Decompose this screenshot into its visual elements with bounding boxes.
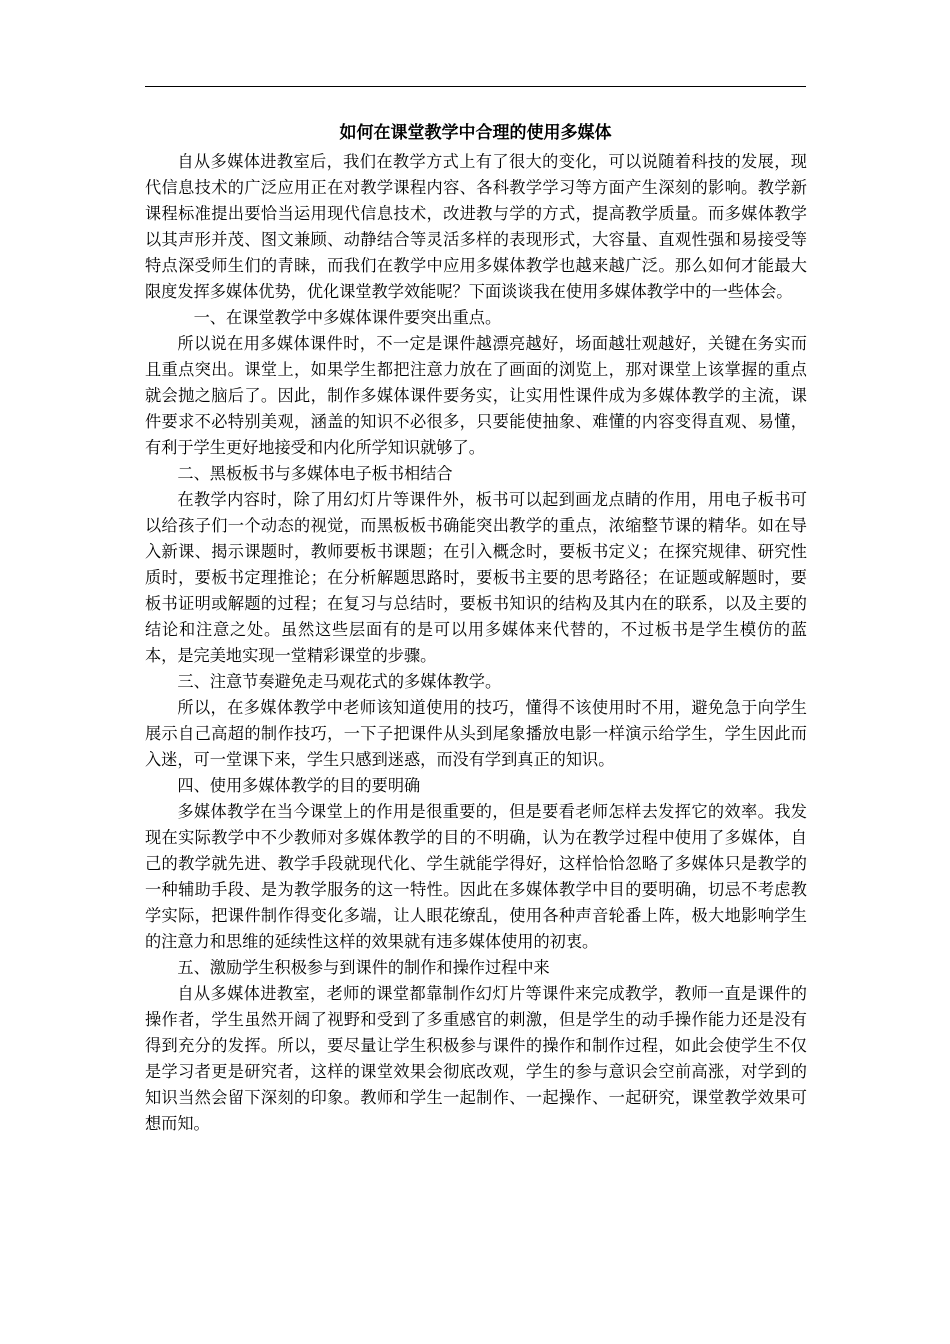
- document-title: 如何在课堂教学中合理的使用多媒体: [339, 123, 612, 143]
- header-rule: [145, 86, 806, 87]
- paragraph-section-5: 自从多媒体进教室，老师的课堂都靠制作幻灯片等课件来完成教学，教师一直是课件的操作者，学生虽然开阔了视野和受到了多重感官的刺激，但是学生的动手操作能力还是没有得到充分的发挥。所以，要尽量让学生积极参与课件的操作和制作过程，如此会使学生不仅是学习者更是研究者，这样的课堂效果会彻底改观，学生的参与意识会空前高涨，对学到的知识当然会留下深刻的印象。教师和学生一起制作、一起操作、一起研究，课堂教学效果可想而知。: [145, 984, 807, 1133]
- section-heading-5: 五、激励学生积极参与到课件的制作和操作过程中来: [177, 958, 550, 977]
- section-heading-3: 三、注意节奏避免走马观花式的多媒体教学。: [177, 672, 502, 691]
- paragraph-section-4: 多媒体教学在当今课堂上的作用是很重要的，但是要看老师怎样去发挥它的效率。我发现在实际教学中不少教师对多媒体教学的目的不明确，认为在教学过程中使用了多媒体，自己的教学就先进、教学手段就现代化、学生就能学得好，这样恰恰忽略了多媒体只是教学的一种辅助手段、是为教学服务的这一特性。因此在多媒体教学中目的要明确，切忌不考虑教学实际，把课件制作得变化多端，让人眼花缭乱，使用各种声音轮番上阵，极大地影响学生的注意力和思维的延续性这样的效果就有违多媒体使用的初衷。: [145, 802, 807, 951]
- paragraph-intro: 自从多媒体进教室后，我们在教学方式上有了很大的变化，可以说随着科技的发展，现代信息技术的广泛应用正在对教学课程内容、各科教学学习等方面产生深刻的影响。教学新课程标准提出要恰当运用现代信息技术，改进教与学的方式，提高教学质量。而多媒体教学以其声形并茂、图文兼顾、动静结合等灵活多样的表现形式，大容量、直观性强和易接受等特点深受师生们的青睐，而我们在教学中应用多媒体教学也越来越广泛。那么如何才能最大限度发挥多媒体优势，优化课堂教学效能呢？下面谈谈我在使用多媒体教学中的一些体会。: [145, 152, 807, 301]
- paragraph-section-2: 在教学内容时，除了用幻灯片等课件外，板书可以起到画龙点睛的作用，用电子板书可以给孩子们一个动态的视觉，而黑板板书确能突出教学的重点，浓缩整节课的精华。如在导入新课、揭示课题时，教师要板书课题；在引入概念时，要板书定义；在探究规律、研究性质时，要板书定理推论；在分析解题思路时，要板书主要的思考路径；在证题或解题时，要板书证明或解题的过程；在复习与总结时，要板书知识的结构及其内在的联系，以及主要的结论和注意之处。虽然这些层面有的是可以用多媒体来代替的，不过板书是学生模仿的蓝本，是完美地实现一堂精彩课堂的步骤。: [145, 490, 807, 665]
- document-body: [145, 149, 807, 1137]
- section-heading-4: 四、使用多媒体教学的目的要明确: [177, 776, 421, 795]
- paragraph-section-1: 所以说在用多媒体课件时，不一定是课件越漂亮越好，场面越壮观越好，关键在务实而且重点突出。课堂上，如果学生都把注意力放在了画面的浏览上，那对课堂上该掌握的重点就会抛之脑后了。因此，制作多媒体课件要务实，让实用性课件成为多媒体教学的主流，课件要求不必特别美观，涵盖的知识不必很多，只要能使抽象、难懂的内容变得直观、易懂，有利于学生更好地接受和内化所学知识就够了。: [145, 334, 807, 457]
- section-heading-2: 二、黑板板书与多媒体电子板书相结合: [177, 464, 453, 483]
- section-heading-1: 一、在课堂教学中多媒体课件要突出重点。: [193, 308, 502, 327]
- paragraph-section-3: 所以，在多媒体教学中老师该知道使用的技巧，懂得不该使用时不用，避免急于向学生展示自己高超的制作技巧，一下子把课件从头到尾象播放电影一样演示给学生，学生因此而入迷，可一堂课下来，学生只感到迷惑，而没有学到真正的知识。: [145, 698, 807, 769]
